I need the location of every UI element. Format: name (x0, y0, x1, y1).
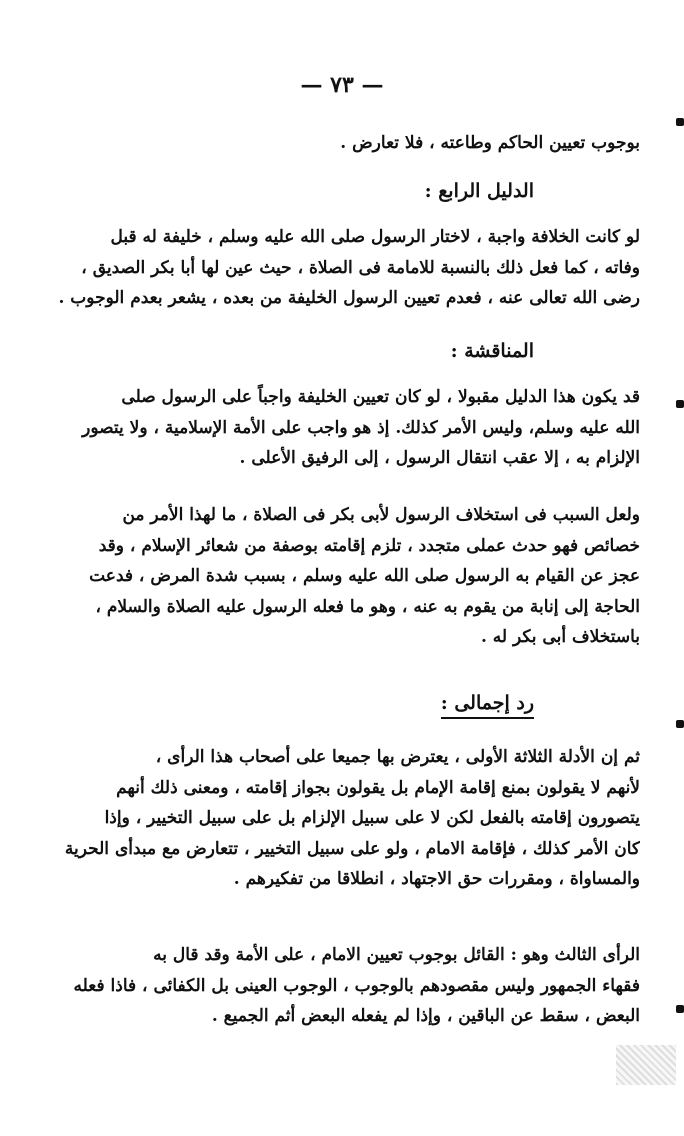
text-line: كان الأمر كذلك ، فإقامة الامام ، ولو على سبيل التخيير ، تتعارض مع مبدأى الحرية (64, 838, 640, 859)
paragraph-general-reply (40, 742, 640, 895)
text-line: ثم إن الأدلة الثلاثة الأولى ، يعترض بها جميعا على أصحاب هذا الرأى ، (155, 747, 640, 767)
text-line: الله عليه وسلم، وليس الأمر كذلك. إذ هو واجب على الأمة الإسلامية ، ولا يتصور (82, 417, 640, 438)
text-line: الحاجة إلى إنابة من يقوم به عنه ، وهو ما فعله الرسول عليه الصلاة والسلام ، (95, 596, 640, 617)
scan-mark (676, 400, 684, 408)
heading-discussion: المناقشة : (450, 340, 534, 362)
text-line: الرأى الثالث وهو : القائل بوجوب تعيين الامام ، على الأمة وقد قال به (153, 945, 640, 965)
text-line: والمساواة ، ومقررات حق الاجتهاد ، انطلاقا من تفكيرهم . (233, 869, 640, 889)
paragraph-fourth-evidence (40, 222, 640, 314)
page-number: — ٧٣ — (300, 72, 384, 98)
text-line: بوجوب تعيين الحاكم وطاعته ، فلا تعارض . (340, 133, 640, 153)
scan-stain (616, 1045, 676, 1085)
text-line: البعض ، سقط عن الباقين ، وإذا لم يفعله البعض أثم الجميع . (211, 1006, 640, 1026)
text-line: الإلزام به ، إلا عقب انتقال الرسول ، إلى الرفيق الأعلى . (239, 448, 640, 468)
text-line: لأنهم لا يقولون بمنع إقامة الإمام بل يقولون بجواز إقامته ، ومعنى ذلك أنهم (116, 777, 640, 798)
text-line: وفاته ، كما فعل ذلك بالنسبة للامامة فى الصلاة ، حيث عين لها أبا بكر الصديق ، (81, 257, 640, 278)
scan-mark (676, 1005, 684, 1013)
text-line: فقهاء الجمهور وليس مقصودهم بالوجوب ، الوجوب العينى بل الكفائى ، فاذا فعله (73, 975, 640, 996)
text-line: لو كانت الخلافة واجبة ، لاختار الرسول صلى الله عليه وسلم ، خليفة له قبل (110, 227, 640, 247)
scan-mark (676, 720, 684, 728)
scan-mark (676, 118, 684, 126)
text-line: قد يكون هذا الدليل مقبولا ، لو كان تعيين الخليفة واجباً على الرسول صلى (121, 387, 640, 407)
text-line: باستخلاف أبى بكر له . (480, 627, 640, 647)
text-line: ولعل السبب فى استخلاف الرسول لأبى بكر فى الصلاة ، ما لهذا الأمر من (122, 505, 640, 525)
paragraph-third-opinion (40, 940, 640, 1032)
text-line: يتصورون إقامته بالفعل لكن لا على سبيل الإلزام بل على سبيل التخيير ، وإذا (104, 808, 640, 828)
paragraph-continuation (40, 128, 640, 159)
text-line: عجز عن القيام به الرسول صلى الله عليه وسلم ، بسبب شدة المرض ، فدعت (89, 566, 640, 586)
text-line: رضى الله تعالى عنه ، فعدم تعيين الرسول الخليفة من بعده ، يشعر بعدم الوجوب . (58, 288, 640, 308)
text-line: خصائص فهو حدث عملى متجدد ، تلزم إقامته بوصفة من شعائر الإسلام ، وقد (98, 535, 640, 556)
paragraph-discussion (40, 382, 640, 474)
paragraph-reason (40, 500, 640, 653)
heading-general-reply: رد إجمالى : (441, 692, 534, 719)
heading-fourth-evidence: الدليل الرابع : (424, 180, 534, 202)
